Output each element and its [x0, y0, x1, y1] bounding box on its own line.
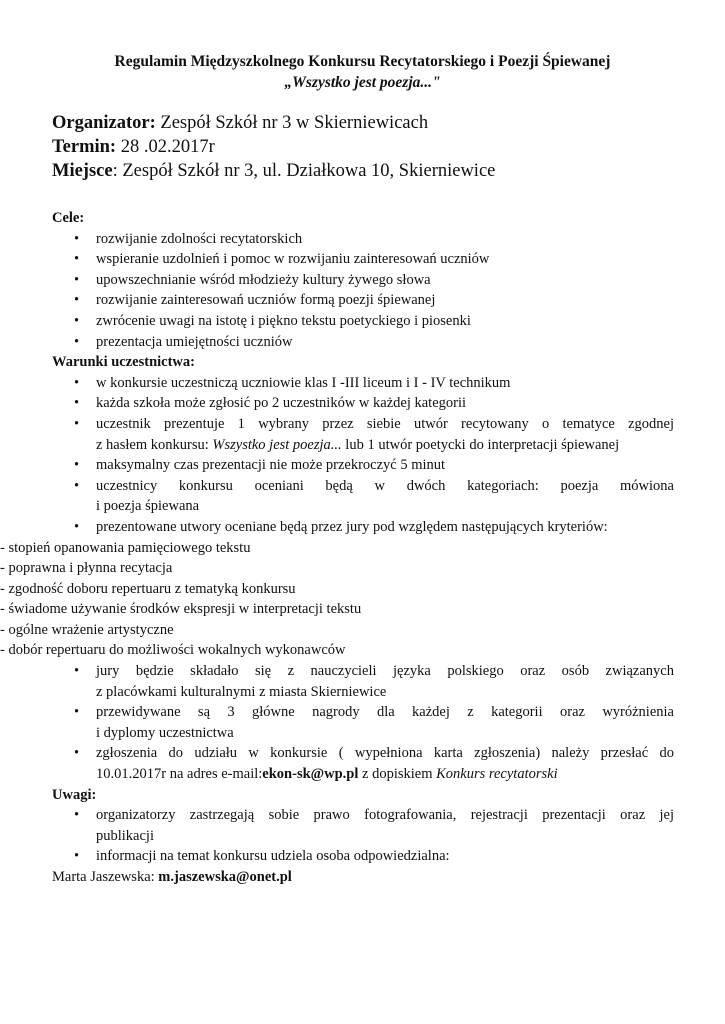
date-value: 28 .02.2017r [116, 137, 215, 157]
condition-line: i dyplomy uczestnictwa [96, 724, 234, 741]
goal-item: • rozwijanie zainteresowań uczniów formą poezji śpiewanej [52, 290, 674, 311]
place-line [52, 161, 495, 182]
condition-item [52, 743, 674, 784]
organizer-line [52, 113, 428, 134]
goals-list [52, 229, 674, 353]
condition-line [96, 764, 674, 785]
entry-email-link[interactable]: ekon-sk@wp.pl [262, 766, 359, 783]
condition-line: • przewidywane są 3 główne nagrody dla każdej z kategorii oraz wyróżnienia [96, 704, 674, 721]
condition-line: • jury będzie składało się z nauczycieli języka polskiego oraz osób związanych [96, 663, 674, 680]
note-item: • informacji na temat konkursu udziela osoba odpowiedzialna: [52, 846, 674, 867]
goal-item: • wspieranie uzdolnień i pomoc w rozwijaniu zainteresowań uczniów [52, 249, 674, 270]
criterion-item: - stopień opanowania pamięciowego tekstu [0, 539, 251, 556]
condition-line: • uczestnicy konkursu oceniani będą w dwóch kategoriach: poezja mówiona [96, 477, 674, 494]
note-item [52, 805, 674, 846]
criterion-item: - poprawna i płynna recytacja [0, 560, 173, 577]
condition-item [52, 414, 674, 455]
goal-item: • upowszechnianie wśród młodzieży kultury żywego słowa [52, 270, 674, 291]
notes-list [52, 805, 674, 867]
contact-email-link[interactable]: m.jaszewska@onet.pl [158, 869, 292, 885]
conditions-list [52, 373, 674, 538]
condition-text: 10.01.2017r na adres e-mail: [96, 766, 263, 783]
criterion-item: - ogólne wrażenie artystyczne [0, 621, 174, 638]
goal-item: • rozwijanie zdolności recytatorskich [52, 229, 674, 250]
place-value: : Zespół Szkół nr 3, ul. Działkowa 10, Skierniewice [112, 161, 496, 181]
condition-line: • zgłoszenia do udziału w konkursie ( wypełniona karta zgłoszenia) należy przesłać do [96, 745, 674, 762]
date-label: Termin: [52, 137, 117, 157]
contest-motto: Wszystko jest poezja... [212, 436, 342, 453]
condition-text: lub 1 utwór poetycki do interpretacji śpiewanej [341, 436, 620, 453]
condition-item [52, 661, 674, 702]
criteria-list [0, 538, 674, 662]
place-label: Miejsce [52, 161, 113, 181]
condition-line: i poezja śpiewana [96, 498, 200, 515]
document-subtitle: „Wszystko jest poezja..." [284, 74, 441, 91]
condition-text: z hasłem konkursu: [96, 436, 213, 453]
condition-item: • każda szkoła może zgłosić po 2 uczestników w każdej kategorii [52, 393, 674, 414]
organizer-value: Zespół Szkół nr 3 w Skierniewicach [155, 113, 429, 133]
contact-name: Marta Jaszewska: [52, 869, 159, 885]
condition-item: • w konkursie uczestniczą uczniowie klas I -III liceum i I - IV technikum [52, 373, 674, 394]
condition-line: z placówkami kulturalnymi z miasta Skierniewice [96, 683, 387, 700]
conditions-list-continued [52, 661, 674, 785]
criterion-item: - dobór repertuaru do możliwości wokalnych wykonawców [0, 642, 346, 659]
condition-item [52, 702, 674, 743]
criterion-item: - świadome używanie środków ekspresji w interpretacji tekstu [0, 601, 362, 618]
criterion-item: - zgodność doboru repertuaru z tematyką konkursu [0, 580, 296, 597]
goal-item: • prezentacja umiejętności uczniów [52, 332, 674, 353]
condition-item: • maksymalny czas prezentacji nie może przekroczyć 5 minut [52, 455, 674, 476]
organizer-label: Organizator: [52, 113, 156, 133]
note-line: publikacji [96, 827, 154, 844]
email-subject-note: Konkurs recytatorski [436, 766, 558, 783]
condition-line: • uczestnik prezentuje 1 wybrany przez siebie utwór recytowany o tematyce zgodnej [96, 415, 674, 432]
date-line [52, 137, 215, 158]
condition-line [96, 435, 674, 456]
condition-item [52, 476, 674, 517]
conditions-heading: Warunki uczestnictwa: [52, 354, 195, 371]
condition-item: • prezentowane utwory oceniane będą przez jury pod względem następujących kryteriów: [52, 517, 674, 538]
goals-heading: Cele: [52, 210, 85, 226]
document-body [0, 208, 674, 888]
contact-line [52, 867, 674, 888]
goal-item: • zwrócenie uwagi na istotę i piękno tekstu poetyckiego i piosenki [52, 311, 674, 332]
document-title: Regulamin Międzyszkolnego Konkursu Recytatorskiego i Poezji Śpiewanej [114, 53, 611, 70]
note-line: • organizatorzy zastrzegają sobie prawo fotografowania, rejestracji prezentacji oraz jej [96, 807, 674, 824]
notes-heading: Uwagi: [52, 786, 97, 803]
condition-text: z dopiskiem [358, 766, 437, 783]
